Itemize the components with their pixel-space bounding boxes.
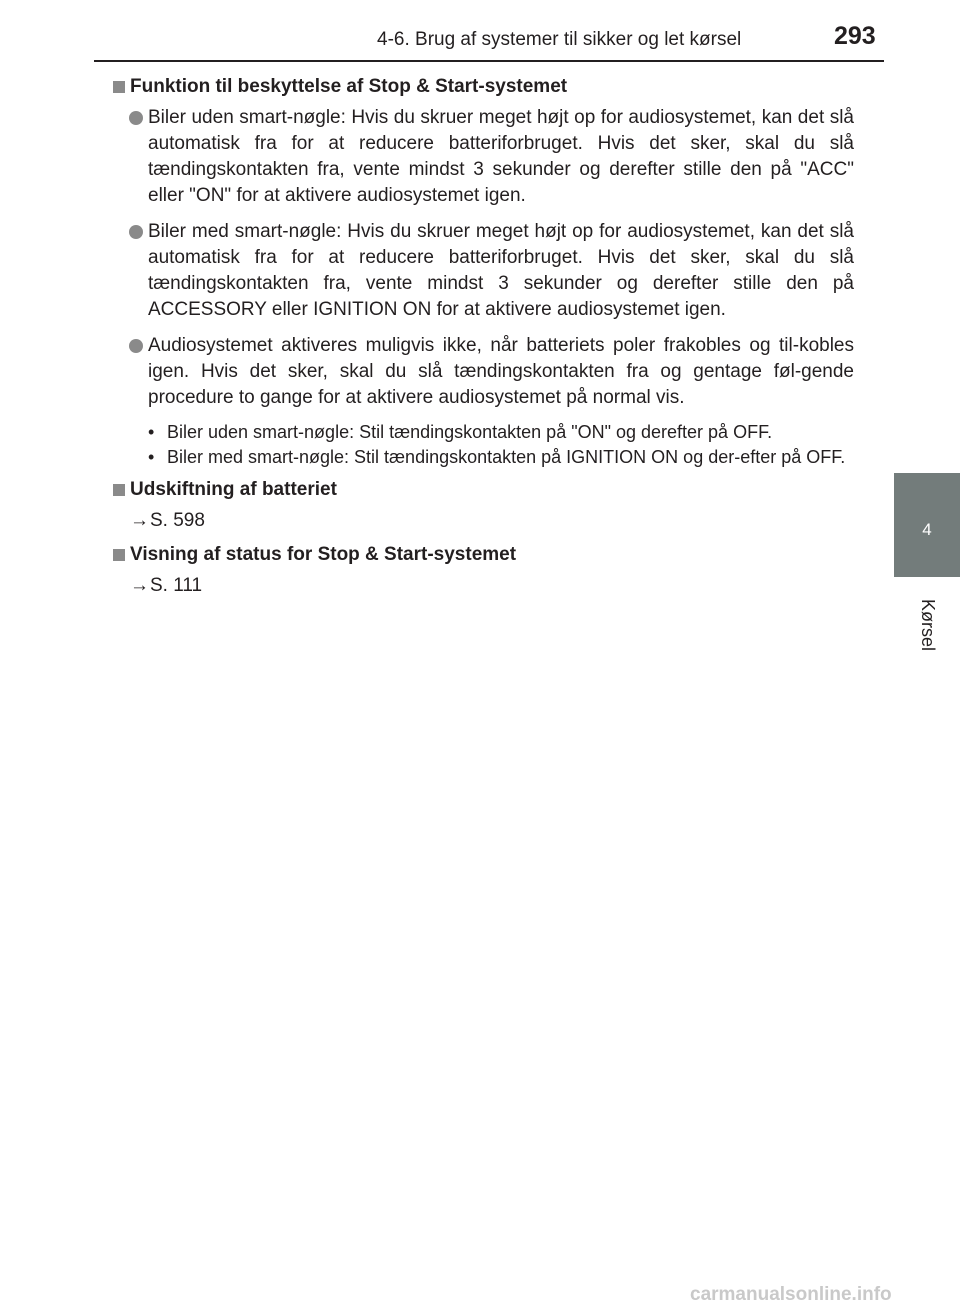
circle-bullet-icon — [129, 111, 143, 125]
page-reference-link[interactable] — [110, 508, 854, 534]
square-bullet-icon — [113, 484, 125, 496]
watermark: carmanualsonline.info — [690, 1284, 892, 1305]
circle-bullet-icon — [129, 225, 143, 239]
square-bullet-icon — [113, 549, 125, 561]
square-bullet-icon — [113, 81, 125, 93]
section-heading-text: Visning af status for Stop & Start-systemet — [130, 544, 517, 565]
bullet-item — [110, 333, 854, 411]
arrow-right-icon: → — [130, 575, 149, 596]
header-rule — [94, 60, 884, 62]
section-heading-text: Udskiftning af batteriet — [130, 479, 337, 500]
chapter-tab-label-text: Kørsel — [918, 598, 938, 652]
dot-marker-icon: • — [148, 447, 155, 467]
arrow-right-icon: → — [130, 510, 149, 531]
dot-marker-icon: • — [148, 422, 155, 442]
section-heading-stop-start-protection — [110, 74, 854, 100]
circle-bullet-icon — [129, 339, 143, 353]
bullet-text: Audiosystemet aktiveres muligvis ikke, når batteriets poler frakobles og til-kobles igen. Hvis det sker, skal du slå tændingskontakten fra og gentage føl-gende procedure to gange for at aktivere audiosystemet på normal vis. — [148, 335, 854, 408]
chapter-tab: 4 — [894, 473, 960, 577]
procedure-item — [110, 420, 854, 445]
bullet-item — [110, 105, 854, 209]
page-number: 293 — [834, 22, 876, 50]
procedure-item — [110, 445, 854, 470]
procedure-text: Biler uden smart-nøgle: Stil tændingskontakten på "ON" og derefter på OFF. — [167, 422, 773, 442]
section-heading-status-display — [110, 542, 854, 568]
bullet-text: Biler med smart-nøgle: Hvis du skruer meget højt op for audiosystemet, kan det slå automatisk fra for at reducere batteriforbruget. Hvis det sker, skal du slå tændingskontakten fra, vente mindst 3 sekunder og derefter stille den på ACCESSORY eller IGNITION ON for at aktivere audiosystemet igen. — [148, 221, 854, 320]
procedure-list — [110, 420, 854, 470]
page-header — [0, 0, 960, 60]
bullet-item — [110, 219, 854, 323]
page-content — [110, 74, 854, 607]
bullet-text: Biler uden smart-nøgle: Hvis du skruer meget højt op for audiosystemet, kan det slå automatisk fra for at reducere batteriforbruget. Hvis det sker, skal du slå tændingskontakten fra, vente mindst 3 sekunder og derefter stille den på "ACC" eller "ON" for at aktivere audiosystemet igen. — [148, 107, 854, 206]
section-heading-text: Funktion til beskyttelse af Stop & Start-systemet — [130, 76, 568, 97]
section-heading-battery-replacement — [110, 477, 854, 503]
page-reference-link[interactable] — [110, 573, 854, 599]
page-reference-text: S. 598 — [150, 510, 205, 531]
page-reference-text: S. 111 — [150, 575, 203, 596]
chapter-tab-label — [900, 585, 956, 665]
header-title: 4-6. Brug af systemer til sikker og let kørsel — [377, 29, 742, 50]
procedure-text: Biler med smart-nøgle: Stil tændingskontakten på IGNITION ON og der-efter på OFF. — [167, 447, 846, 467]
